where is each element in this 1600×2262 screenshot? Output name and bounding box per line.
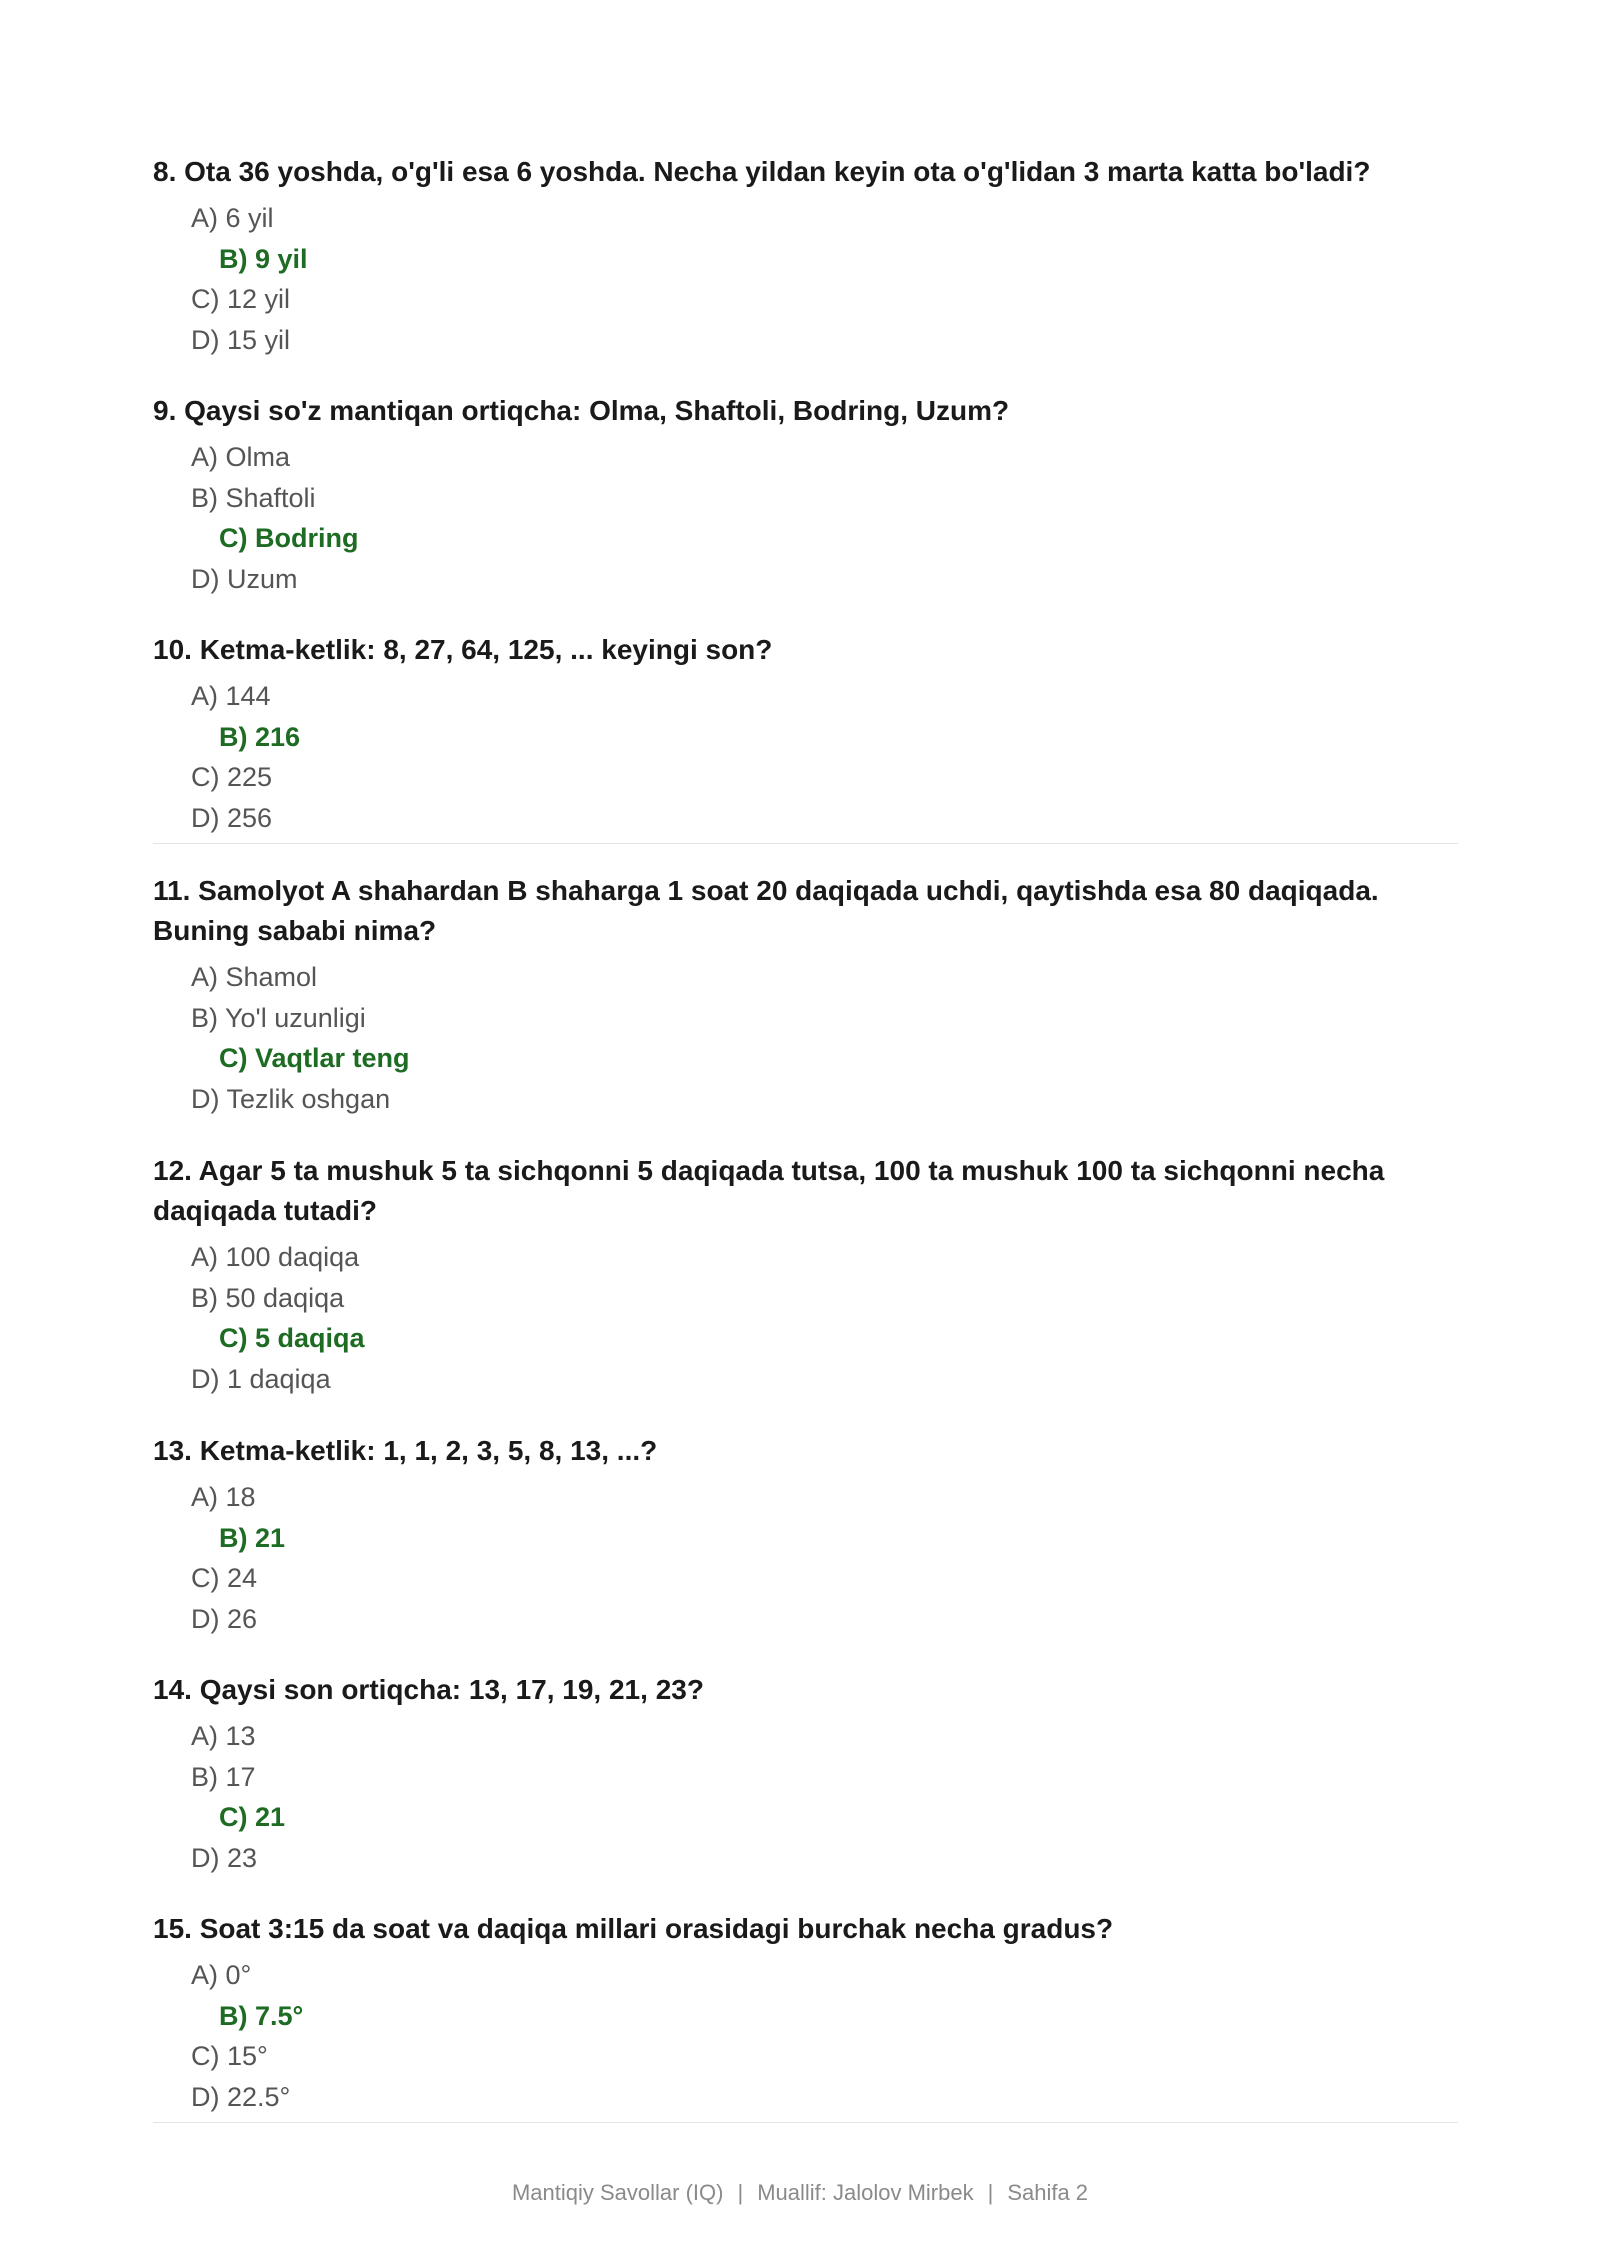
answer-options [153, 1237, 1453, 1399]
answer-option: D) 23 [191, 1842, 258, 1873]
footer-separator: | [987, 2180, 994, 2205]
answer-option: C) 225 [191, 762, 273, 792]
answer-option: D) 26 [191, 1603, 258, 1634]
answer-options [153, 957, 1453, 1119]
answer-option: B) 50 daqiqa [191, 1282, 345, 1313]
answer-option: D) 1 daqiqa [191, 1363, 331, 1394]
section-divider [153, 2122, 1458, 2123]
answer-options [153, 198, 1453, 360]
answer-option: A) Olma [191, 442, 291, 472]
answer-option: D) 256 [191, 802, 273, 833]
question-block [153, 391, 1453, 599]
correct-answer-option: B) 7.5° [219, 2000, 304, 2031]
answer-option: D) Uzum [191, 563, 298, 594]
correct-answer-option: B) 216 [219, 721, 301, 752]
question-block [153, 630, 1453, 838]
correct-answer-option: B) 9 yil [219, 243, 308, 274]
answer-option: A) 6 yil [191, 203, 274, 233]
answer-option: D) Tezlik oshgan [191, 1083, 391, 1114]
question-text: 8. Ota 36 yoshda, o'g'li esa 6 yoshda. Necha yildan keyin ota o'g'lidan 3 marta katta bo'ladi? [153, 156, 1371, 187]
question-text: 11. Samolyot A shahardan B shaharga 1 soat 20 daqiqada uchdi, qaytishda esa 80 daqiqada. Buning sababi nima? [153, 875, 1379, 946]
answer-option: A) Shamol [191, 962, 318, 992]
answer-option: A) 0° [191, 1960, 252, 1990]
footer-separator: | [737, 2180, 744, 2205]
question-block [153, 152, 1453, 360]
answer-option: C) 15° [191, 2041, 268, 2071]
question-text: 12. Agar 5 ta mushuk 5 ta sichqonni 5 daqiqada tutsa, 100 ta mushuk 100 ta sichqonni necha daqiqada tutadi? [153, 1155, 1385, 1226]
answer-options [153, 1477, 1453, 1639]
section-divider [153, 843, 1458, 844]
answer-option: A) 13 [191, 1721, 256, 1751]
footer-title: Mantiqiy Savollar (IQ) [511, 2180, 724, 2205]
question-text: 15. Soat 3:15 da soat va daqiqa millari orasidagi burchak necha gradus? [153, 1913, 1114, 1944]
question-text: 13. Ketma-ketlik: 1, 1, 2, 3, 5, 8, 13, ...? [153, 1435, 658, 1466]
answer-options [153, 1716, 1453, 1878]
correct-answer-option: C) 21 [219, 1802, 286, 1832]
footer-author: Muallif: Jalolov Mirbek [757, 2180, 974, 2205]
question-block [153, 1670, 1453, 1878]
answer-option: A) 144 [191, 681, 271, 711]
footer-page-number: Sahifa 2 [1007, 2180, 1089, 2205]
question-block [153, 871, 1453, 1119]
question-text: 9. Qaysi so'z mantiqan ortiqcha: Olma, Shaftoli, Bodring, Uzum? [153, 395, 1010, 426]
correct-answer-option: C) Bodring [219, 523, 359, 553]
answer-option: C) 12 yil [191, 284, 291, 314]
correct-answer-option: C) Vaqtlar teng [219, 1043, 410, 1073]
answer-option: A) 100 daqiqa [191, 1242, 360, 1272]
answer-option: A) 18 [191, 1482, 256, 1512]
answer-options [153, 1955, 1453, 2117]
answer-options [153, 676, 1453, 838]
answer-option: C) 24 [191, 1563, 258, 1593]
answer-option: B) Yo'l uzunligi [191, 1002, 366, 1033]
answer-options [153, 437, 1453, 599]
question-block [153, 1909, 1453, 2117]
page-footer [0, 2180, 1600, 2206]
answer-option: D) 15 yil [191, 324, 291, 355]
question-text: 14. Qaysi son ortiqcha: 13, 17, 19, 21, 23? [153, 1674, 704, 1705]
question-block [153, 1151, 1453, 1399]
correct-answer-option: C) 5 daqiqa [219, 1323, 365, 1353]
question-text: 10. Ketma-ketlik: 8, 27, 64, 125, ... keyingi son? [153, 634, 773, 665]
question-block [153, 1431, 1453, 1639]
answer-option: B) Shaftoli [191, 482, 316, 513]
correct-answer-option: B) 21 [219, 1522, 286, 1553]
answer-option: B) 17 [191, 1761, 256, 1792]
answer-option: D) 22.5° [191, 2081, 291, 2112]
